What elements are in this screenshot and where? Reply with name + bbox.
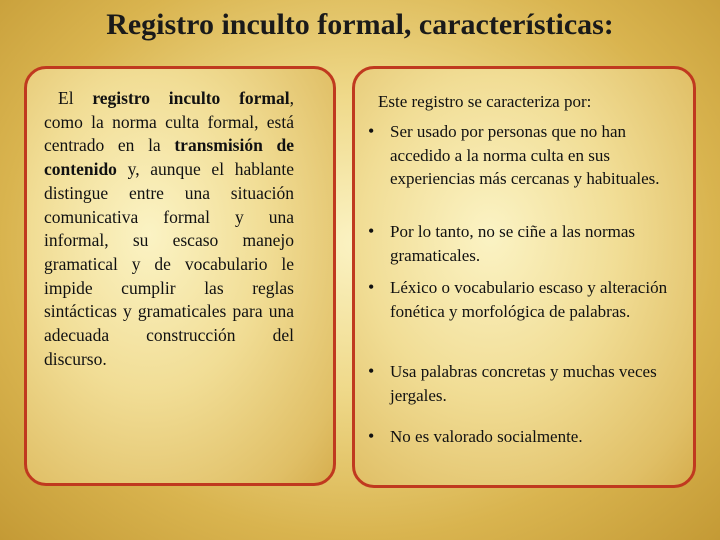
left-panel-paragraph — [44, 87, 294, 371]
bullet-text: Por lo tanto, no se ciñe a las normas gramaticales. — [390, 222, 636, 265]
paragraph-text-3: y, aunque el hablante distingue entre una situación comunicativa formal y una informal, su escaso manejo gramatical y de vocabulario le impide cumplir las reglas sintácticas y gramaticales para una adecuada construcción del discurso. — [44, 159, 294, 369]
bullet-text: Ser usado por personas que no han accedido a la norma culta en sus experiencias más cercanas y habituales. — [390, 122, 660, 188]
bullet-text: Usa palabras concretas y muchas veces jergales. — [390, 362, 657, 405]
right-panel-intro: Este registro se caracteriza por: — [378, 92, 592, 111]
bullet-icon: • — [368, 426, 375, 446]
paragraph-text-2: , como la norma culta formal, está centrado en la — [44, 88, 294, 156]
paragraph-bold-2: transmisión de contenido — [44, 135, 294, 180]
bullet-icon: • — [368, 121, 375, 141]
bullet-icon: • — [368, 221, 375, 241]
bullet-text: Léxico o vocabulario escaso y alteración fonética y morfológica de palabras. — [390, 278, 668, 321]
bullet-text: No es valorado socialmente. — [390, 427, 583, 446]
bullet-icon: • — [368, 277, 375, 297]
paragraph-text-1: El — [58, 88, 93, 108]
paragraph-bold-1: registro inculto formal — [92, 88, 290, 108]
bullet-icon: • — [368, 361, 375, 381]
slide-title: Registro inculto formal, características: — [106, 8, 614, 41]
